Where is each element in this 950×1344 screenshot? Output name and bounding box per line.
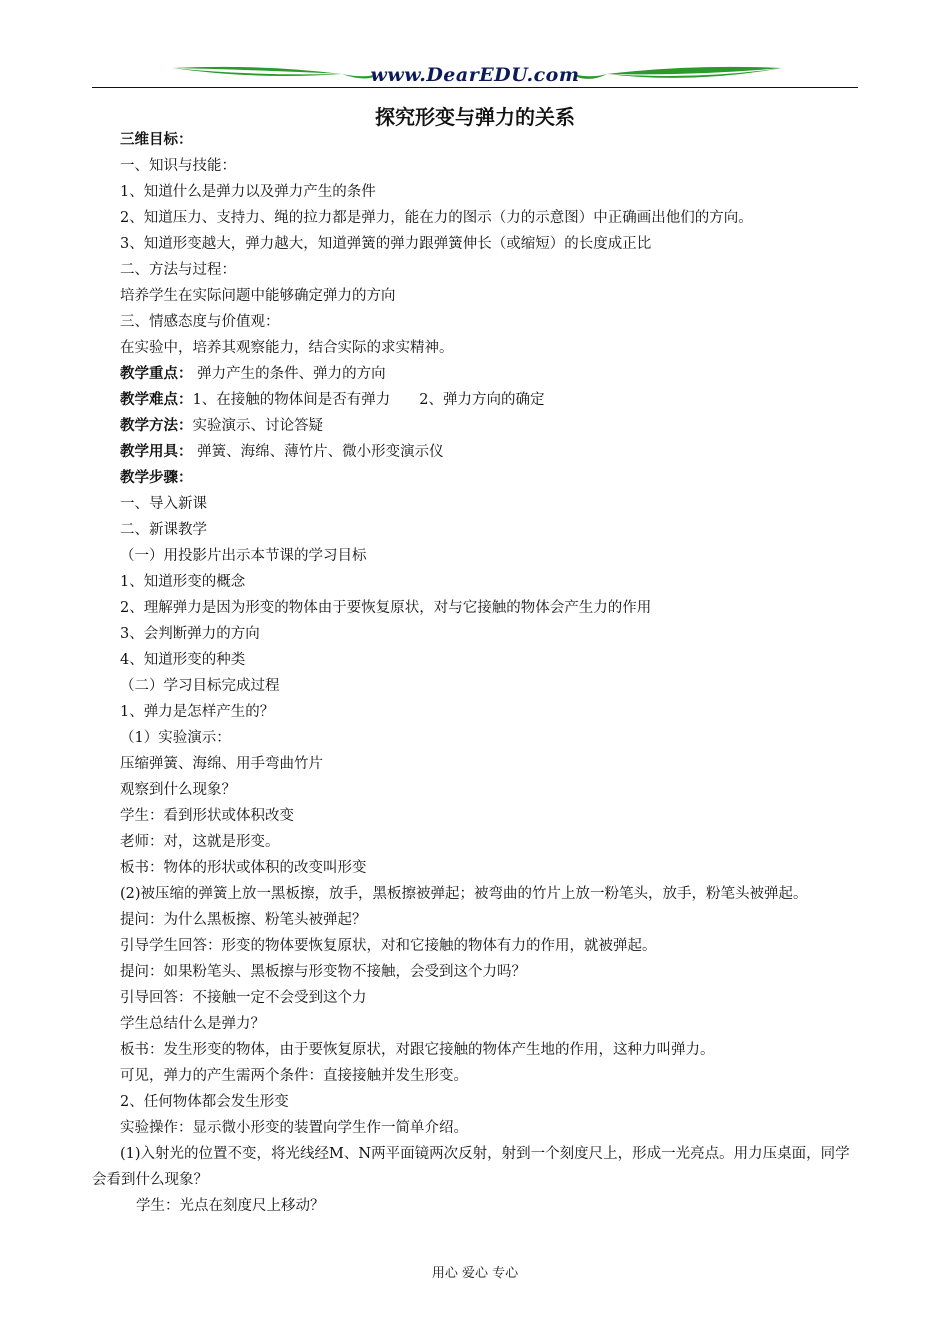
step-line: 学生总结什么是弹力？ [120,1016,265,1032]
step-line: 板书：物体的形状或体积的改变叫形变 [120,860,367,876]
teaching-method [92,413,862,439]
step-line: 观察到什么现象？ [120,782,236,798]
step-line: （一）用投影片出示本节课的学习目标 [120,548,367,564]
step-line: 板书：发生形变的物体，由于要恢复原状，对跟它接触的物体产生地的作用，这种力叫弹力。 [120,1042,715,1058]
method-heading: 二、方法与过程： [120,262,236,278]
tools-text: 弹簧、海绵、薄竹片、微小形变演示仪 [192,444,444,460]
step-paragraph-text: (2)被压缩的弹簧上放一黑板擦，放手，黑板擦被弹起；被弯曲的竹片上放一粉笔头，放手，粉笔头被弹起。 [120,886,808,902]
knowledge-item: 3、知道形变越大，弹力越大，知道弹簧的弹力跟弹簧伸长（或缩短）的长度成正比 [120,236,652,252]
step-line: 一、导入新课 [120,496,207,512]
step-line: 实验操作：显示微小形变的装置向学生作一简单介绍。 [120,1120,468,1136]
step-paragraph [92,1141,862,1193]
emotion-item: 在实验中，培养其观察能力，结合实际的求实精神。 [120,340,454,356]
step-line: 1、弹力是怎样产生的？ [120,704,275,720]
focus-label: 教学重点： [120,366,193,382]
step-paragraph-text: (1)入射光的位置不变，将光线经M、N两平面镜两次反射，射到一个刻度尺上，形成一光亮点。用力压桌面，同学会看到什么现象？ [92,1146,850,1188]
step-line: 学生：光点在刻度尺上移动？ [136,1198,325,1214]
step-line: 2、理解弹力是因为形变的物体由于要恢复原状，对与它接触的物体会产生力的作用 [120,600,652,616]
emotion-heading: 三、情感态度与价值观： [120,314,280,330]
site-name: www.DearEDU.com [370,64,580,86]
teaching-difficulty [92,387,862,413]
knowledge-item: 1、知道什么是弹力以及弹力产生的条件 [120,184,376,200]
tools-label: 教学用具： [120,444,193,460]
steps-heading: 教学步骤： [120,470,193,486]
step-line: 老师：对，这就是形变。 [120,834,280,850]
step-line: （二）学习目标完成过程 [120,678,280,694]
method-text: 实验演示、讨论答疑 [192,418,323,434]
teaching-tools [92,439,862,465]
step-line: 提问：如果粉笔头、黑板擦与形变物不接触，会受到这个力吗？ [120,964,526,980]
step-line: 2、任何物体都会发生形变 [120,1094,289,1110]
method-label: 教学方法： [120,418,193,434]
method-item: 培养学生在实际问题中能够确定弹力的方向 [120,288,396,304]
page-header [92,56,858,90]
page-footer: 用心 爱心 专心 [431,1266,519,1281]
step-line: 提问：为什么黑板擦、粉笔头被弹起？ [120,912,367,928]
difficulty-label: 教学难点： [120,392,193,408]
focus-text: 弹力产生的条件、弹力的方向 [192,366,386,382]
step-line: 压缩弹簧、海绵、用手弯曲竹片 [120,756,323,772]
step-line: 二、新课教学 [120,522,207,538]
document-body [92,127,862,1219]
step-line: 引导学生回答：形变的物体要恢复原状，对和它接触的物体有力的作用，就被弹起。 [120,938,657,954]
step-line: 学生：看到形状或体积改变 [120,808,294,824]
difficulty-text: 1、在接触的物体间是否有弹力 2、弹力方向的确定 [192,392,545,408]
step-line: 可见，弹力的产生需两个条件：直接接触并发生形变。 [120,1068,468,1084]
step-paragraph [92,881,862,907]
knowledge-heading: 一、知识与技能： [120,158,236,174]
step-line: 引导回答：不接触一定不会受到这个力 [120,990,367,1006]
teaching-focus [92,361,862,387]
knowledge-item: 2、知道压力、支持力、绳的拉力都是弹力，能在力的图示（力的示意图）中正确画出他们的方向。 [120,210,753,226]
header-divider [92,87,858,88]
step-line: 3、会判断弹力的方向 [120,626,260,642]
step-line: 4、知道形变的种类 [120,652,246,668]
step-line: （1）实验演示： [120,730,231,746]
step-line: 1、知道形变的概念 [120,574,246,590]
page-title: 探究形变与弹力的关系 [375,105,575,129]
goals-heading: 三维目标： [120,132,193,148]
